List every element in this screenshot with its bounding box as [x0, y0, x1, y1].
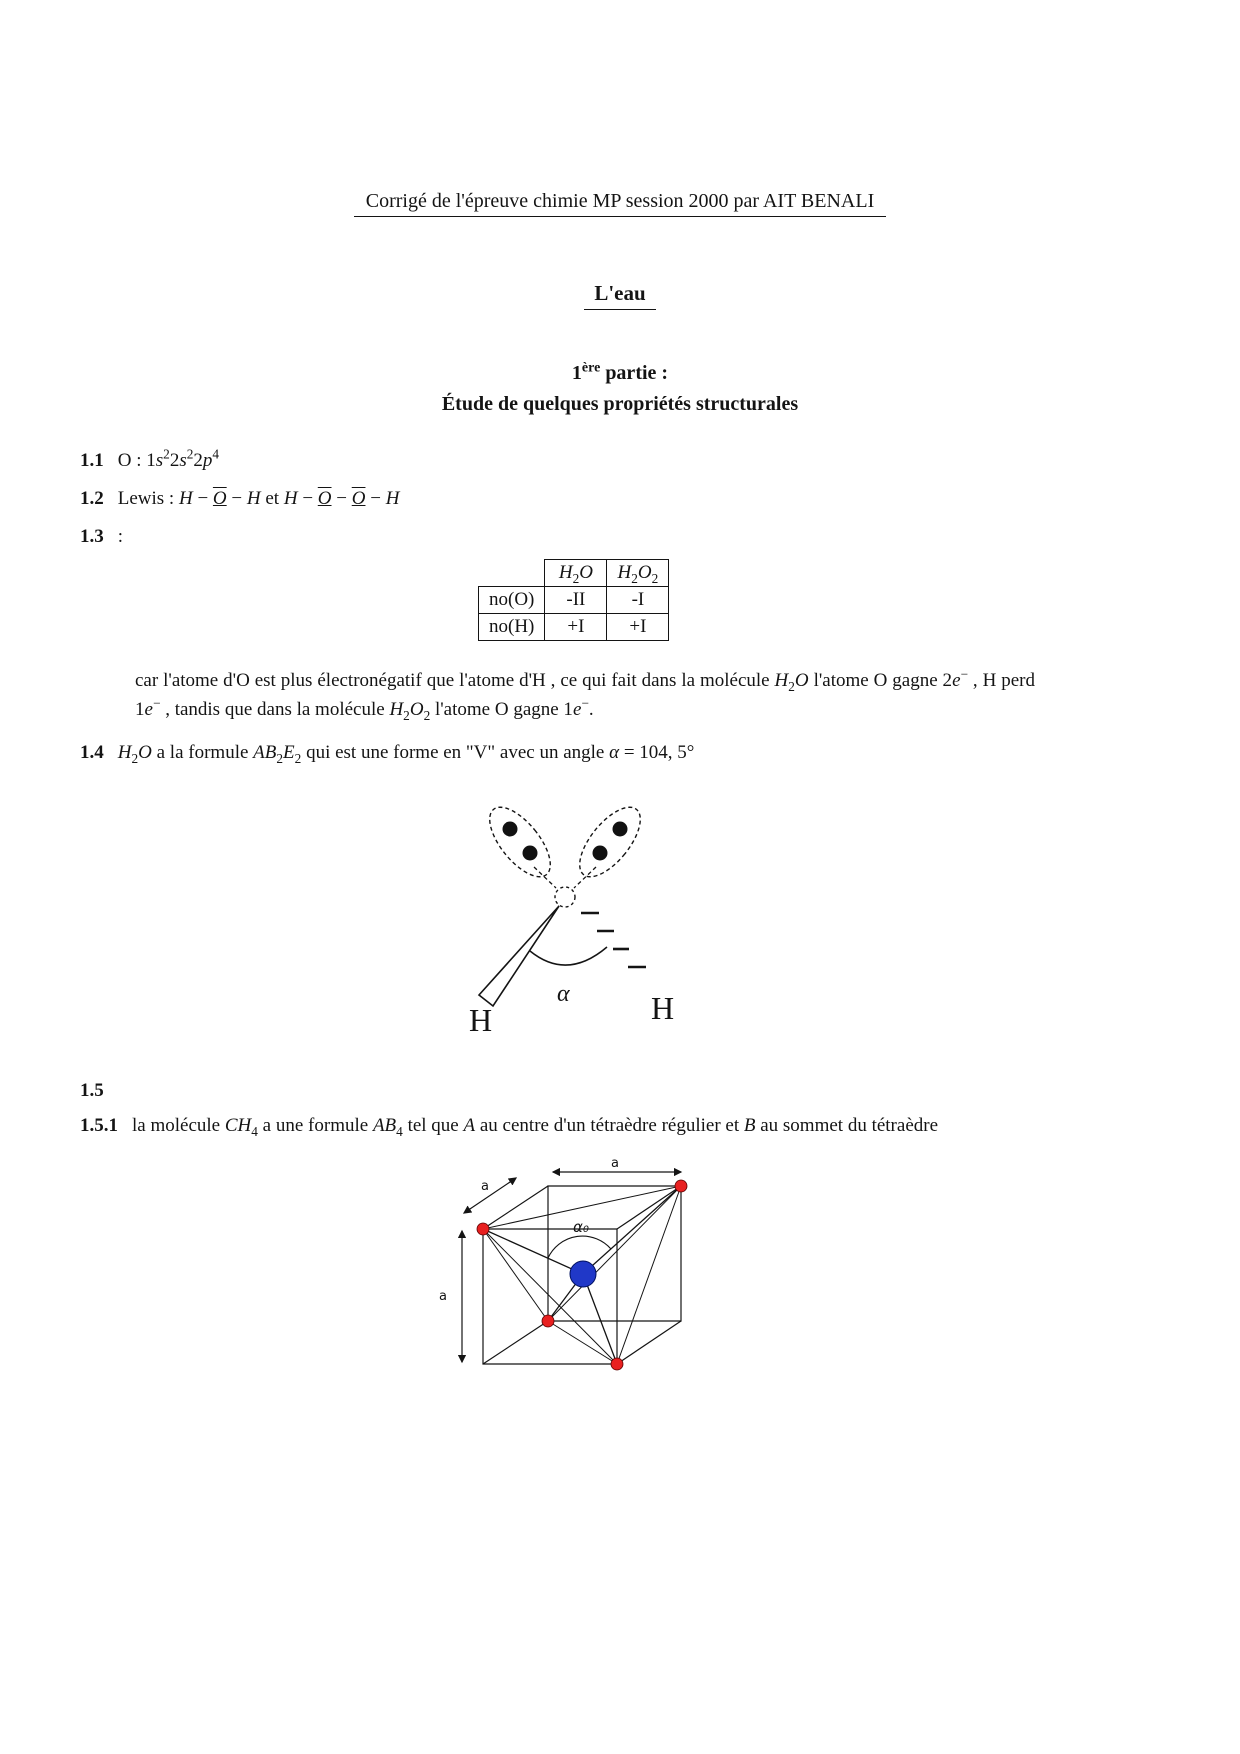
table-cell: -II [545, 586, 607, 613]
electron-dot [593, 845, 608, 860]
item-body: la molécule $CH_4$ a une formule $AB_4$ tel que A au centre d'un tétraèdre régulier et B au sommet du tétraèdre [132, 1114, 939, 1139]
doc-title: L'eau [584, 281, 655, 310]
vertex-atom [611, 1358, 623, 1370]
table-cell: -I [607, 586, 669, 613]
edge-label-a-top: a [611, 1155, 619, 1171]
item-body: : [117, 525, 124, 547]
item-1-4 [0, 740, 1240, 767]
item-body: O : $1s^22s^22p^4$ [117, 446, 220, 471]
vertex-atom [542, 1315, 554, 1327]
oxygen-atom [555, 887, 575, 907]
item-body: $H_2O$ a la formule $AB_2E_2$ qui est une forme en "V" avec un angle α = 104, 5° [117, 741, 695, 766]
item-number: 1.1 [80, 450, 104, 471]
item-number: 1.3 [80, 525, 104, 547]
central-atom [570, 1261, 596, 1287]
wedge-bond [479, 906, 559, 1006]
part-heading [0, 358, 1240, 420]
table-row [479, 586, 669, 613]
oxidation-number-table [478, 559, 669, 641]
electron-dot [523, 845, 538, 860]
water-molecule-drawing [435, 789, 715, 1054]
item-number: 1.2 [80, 487, 104, 509]
table-header-row [479, 559, 669, 586]
item-number: 1.5 [80, 1079, 104, 1101]
alpha0-label: α₀ [573, 1217, 589, 1236]
lobe-connector-left [534, 867, 556, 888]
item-1-5-1 [0, 1113, 1240, 1140]
water-molecule-figure [435, 789, 715, 1054]
item-1-5 [0, 1078, 1240, 1105]
item-number: 1.4 [80, 741, 104, 763]
table-row-label: no(H) [479, 613, 545, 640]
electron-dot [613, 821, 628, 836]
bond-angle-arc [530, 947, 607, 965]
lone-pair-lobe-left [479, 797, 561, 886]
lobe-connector-right [574, 867, 596, 888]
alpha-label: α [557, 980, 570, 1007]
table-col-header-h2o: $H_2O$ [545, 559, 607, 586]
part-heading-line1: 1ère partie : [571, 360, 669, 384]
header-title: Corrigé de l'épreuve chimie MP session 2000 par AIT BENALI [354, 190, 887, 217]
table-row-label: no(O) [479, 586, 545, 613]
vertex-atom [675, 1180, 687, 1192]
lone-pair-lobe-right [569, 797, 651, 886]
table-cell-blank [479, 559, 545, 586]
item-number: 1.5.1 [80, 1114, 118, 1136]
doc-title-wrap [0, 281, 1240, 310]
table-cell: +I [545, 613, 607, 640]
edge-arrow-diagonal [464, 1178, 516, 1213]
h-label-right: H [651, 989, 675, 1026]
explanation-paragraph: car l'atome d'O est plus électronégatif que l'atome d'H , ce qui fait dans la molécule $H_2O$ l'atome O gagne 2e− , H perd 1e− , tandis que dans la molécule $H_2O_2$ l'atome O gagne 1e−. [135, 666, 1035, 723]
tetrahedral-angle-arc [548, 1236, 611, 1258]
table-cell: +I [607, 613, 669, 640]
methane-tetrahedron-figure [425, 1156, 725, 1416]
header [0, 0, 1240, 217]
vertex-atom [477, 1223, 489, 1235]
cube-drawing [425, 1156, 725, 1416]
table-col-header-h2o2: $H_2O_2$ [607, 559, 669, 586]
item-body: Lewis : H − O − H et H − O − O − H [117, 487, 400, 509]
part-heading-line2: Étude de quelques propriétés structurales [441, 393, 799, 415]
question-list [0, 448, 1240, 1416]
item-1-2 [0, 486, 1240, 513]
table-row [479, 613, 669, 640]
h-label-left: H [469, 1001, 493, 1038]
edge-label-a-left: a [439, 1288, 447, 1304]
electron-dot [503, 821, 518, 836]
edge-label-a-diagonal: a [481, 1178, 489, 1194]
item-1-1 [0, 448, 1240, 475]
item-1-3 [0, 524, 1240, 551]
